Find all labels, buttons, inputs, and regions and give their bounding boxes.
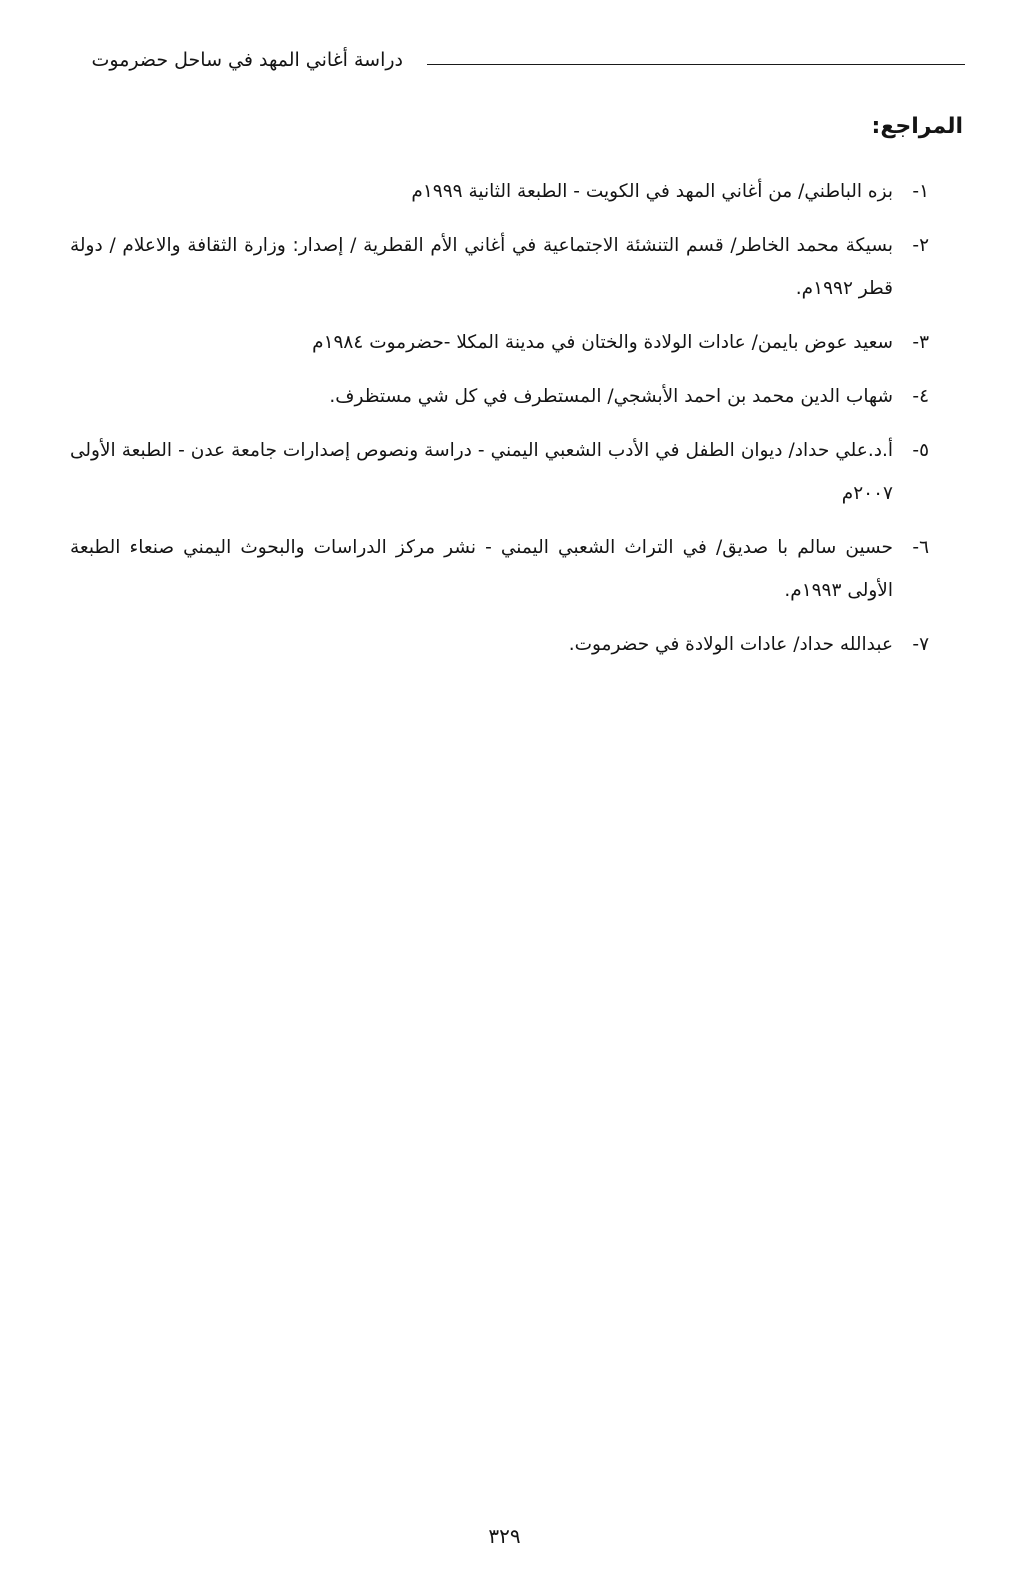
reference-text: سعيد عوض بايمن/ عادات الولادة والختان في مدينة المكلا -حضرموت ١٩٨٤م [312, 332, 893, 353]
reference-item [70, 429, 929, 515]
references-list [70, 170, 929, 677]
reference-number: ٧- [912, 634, 929, 655]
reference-text: حسين سالم با صديق/ في التراث الشعبي اليمني - نشر مركز الدراسات والبحوث اليمني صنعاء الطبعة الأولى ١٩٩٣م. [70, 537, 893, 601]
reference-text: عبدالله حداد/ عادات الولادة في حضرموت. [568, 634, 893, 655]
reference-item [70, 623, 929, 666]
reference-number: ٤- [912, 386, 929, 407]
reference-number: ٣- [912, 332, 929, 353]
reference-number: ٦- [912, 537, 929, 558]
reference-number: ١- [912, 181, 929, 202]
reference-item [70, 526, 929, 612]
reference-number: ٥- [912, 440, 929, 461]
reference-text: بسيكة محمد الخاطر/ قسم التنشئة الاجتماعية في أغاني الأم القطرية / إصدار: وزارة الثقافة والاعلام / دولة قطر ١٩٩٢م. [70, 235, 893, 299]
header-rule [427, 64, 965, 65]
reference-item [70, 321, 929, 364]
reference-text: أ.د.علي حداد/ ديوان الطفل في الأدب الشعبي اليمني - دراسة ونصوص إصدارات جامعة عدن - الطبعة الأولى ٢٠٠٧م [70, 440, 893, 504]
reference-number: ٢- [912, 235, 929, 256]
page-number: ٣٢٩ [488, 1524, 521, 1548]
reference-item [70, 170, 929, 213]
reference-text: شهاب الدين محمد بن احمد الأبشجي/ المستطرف في كل شي مستظرف. [329, 386, 893, 407]
running-header-title: دراسة أغاني المهد في ساحل حضرموت [91, 49, 403, 71]
references-heading: المراجع: [871, 114, 963, 139]
running-header [55, 46, 965, 78]
reference-item [70, 375, 929, 418]
reference-item [70, 224, 929, 310]
reference-text: بزه الباطني/ من أغاني المهد في الكويت - الطبعة الثانية ١٩٩٩م [411, 181, 893, 202]
